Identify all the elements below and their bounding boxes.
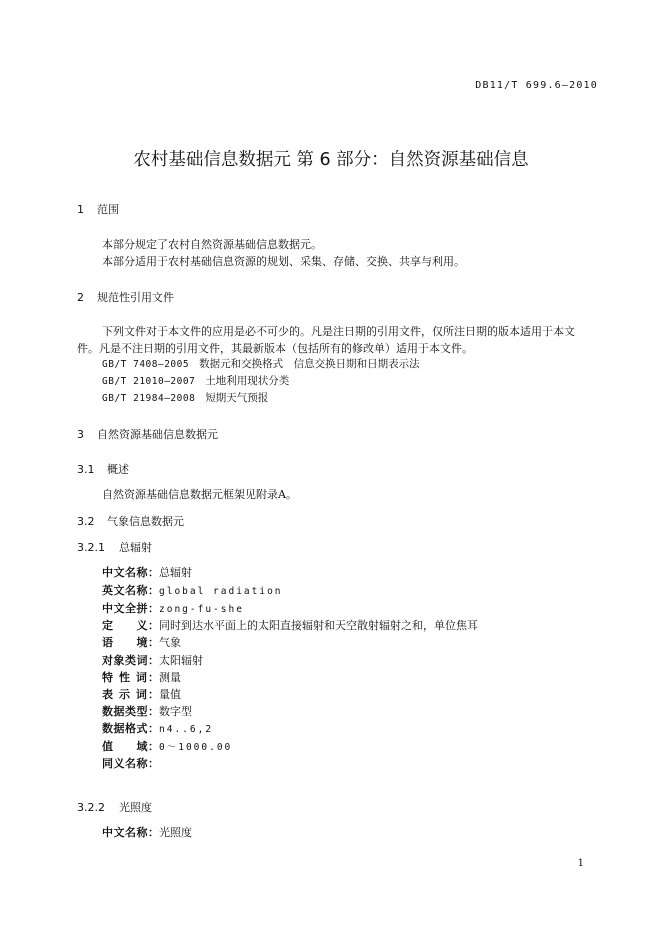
field-key: 值 域： — [102, 740, 159, 753]
paragraph: 本部分规定了农村自然资源基础信息数据元。 — [102, 238, 322, 251]
reference-code: GB/T 21984—2008 — [102, 393, 196, 404]
field-key: 语 境： — [102, 636, 159, 649]
paragraph-continuation: 件。凡是不注日期的引用文件，其最新版本（包括所有的修改单）适用于本文件。 — [77, 342, 473, 355]
reference-item — [102, 373, 289, 388]
field-value: 数字型 — [159, 705, 192, 718]
section-title: 光照度 — [119, 801, 152, 814]
field-key: 数据格式： — [102, 722, 159, 735]
field-value: 光照度 — [159, 826, 192, 839]
field-row — [102, 755, 159, 771]
field-value: 太阳辐射 — [159, 654, 203, 667]
field-key: 英文名称： — [102, 584, 159, 597]
reference-code: GB/T 7408—2005 — [102, 359, 190, 370]
section-3-2-1-heading — [77, 539, 152, 555]
reference-name: 土地利用现状分类 — [205, 375, 290, 387]
field-key: 中文名称： — [102, 826, 159, 839]
field-key: 特 性 词： — [102, 671, 159, 684]
section-title: 总辐射 — [119, 541, 152, 554]
field-row — [102, 669, 181, 685]
field-key: 定 义： — [102, 619, 159, 632]
field-value: 测量 — [159, 671, 181, 684]
field-key: 中文全拼： — [102, 602, 159, 615]
field-value: zong-fu-she — [159, 604, 244, 615]
reference-name: 数据元和交换格式 信息交换日期和日期表示法 — [199, 358, 420, 370]
field-row — [102, 582, 283, 598]
section-3-heading — [77, 426, 218, 442]
paragraph: 本部分适用于农村基础信息资源的规划、采集、存储、交换、共享与利用。 — [102, 255, 465, 268]
field-value: 总辐射 — [159, 566, 192, 579]
section-number: 3.1 — [77, 463, 95, 476]
section-3-1-heading — [77, 461, 129, 477]
reference-item — [102, 356, 420, 371]
field-row — [102, 617, 478, 633]
field-row — [102, 686, 181, 702]
field-value: global radiation — [159, 586, 283, 597]
section-number: 1 — [77, 203, 84, 216]
section-number: 3 — [77, 428, 84, 441]
field-row — [102, 634, 181, 650]
section-number: 3.2 — [77, 515, 95, 528]
paragraph: 自然资源基础信息数据元框架见附录A。 — [102, 488, 297, 501]
section-3-2-heading — [77, 513, 184, 529]
field-row — [102, 720, 213, 736]
field-key: 表 示 词： — [102, 688, 159, 701]
field-row — [102, 564, 192, 580]
reference-item — [102, 390, 268, 405]
field-value: n4..6,2 — [159, 724, 214, 735]
field-row — [102, 703, 192, 719]
standard-code: DB11/T 699.6—2010 — [475, 80, 598, 91]
section-title: 规范性引用文件 — [97, 291, 174, 304]
section-title: 自然资源基础信息数据元 — [97, 428, 218, 441]
field-value: 气象 — [159, 636, 181, 649]
page-number: 1 — [577, 858, 584, 869]
field-key: 中文名称： — [102, 566, 159, 579]
field-value: 同时到达水平面上的太阳直接辐射和天空散射辐射之和，单位焦耳 — [159, 619, 478, 632]
paragraph: 下列文件对于本文件的应用是必不可少的。凡是注日期的引用文件，仅所注日期的版本适用于本文 — [102, 325, 575, 338]
field-value: 量值 — [159, 688, 181, 701]
reference-code: GB/T 21010—2007 — [102, 376, 196, 387]
section-number: 2 — [77, 291, 84, 304]
section-number: 3.2.1 — [77, 541, 105, 554]
field-key: 数据类型： — [102, 705, 159, 718]
field-row — [102, 600, 244, 616]
field-row — [102, 652, 203, 668]
section-1-heading — [77, 201, 119, 217]
field-key: 对象类词： — [102, 654, 159, 667]
field-row — [102, 824, 192, 840]
section-title: 范围 — [97, 203, 119, 216]
document-title: 农村基础信息数据元 第 6 部分：自然资源基础信息 — [133, 150, 529, 170]
section-3-2-2-heading — [77, 799, 152, 815]
section-2-heading — [77, 289, 174, 305]
field-key: 同义名称： — [102, 757, 159, 770]
field-row — [102, 738, 232, 754]
section-title: 气象信息数据元 — [107, 515, 184, 528]
section-number: 3.2.2 — [77, 801, 105, 814]
field-value: 0～1000.00 — [159, 742, 233, 753]
reference-name: 短期天气预报 — [205, 392, 269, 404]
section-title: 概述 — [107, 463, 129, 476]
